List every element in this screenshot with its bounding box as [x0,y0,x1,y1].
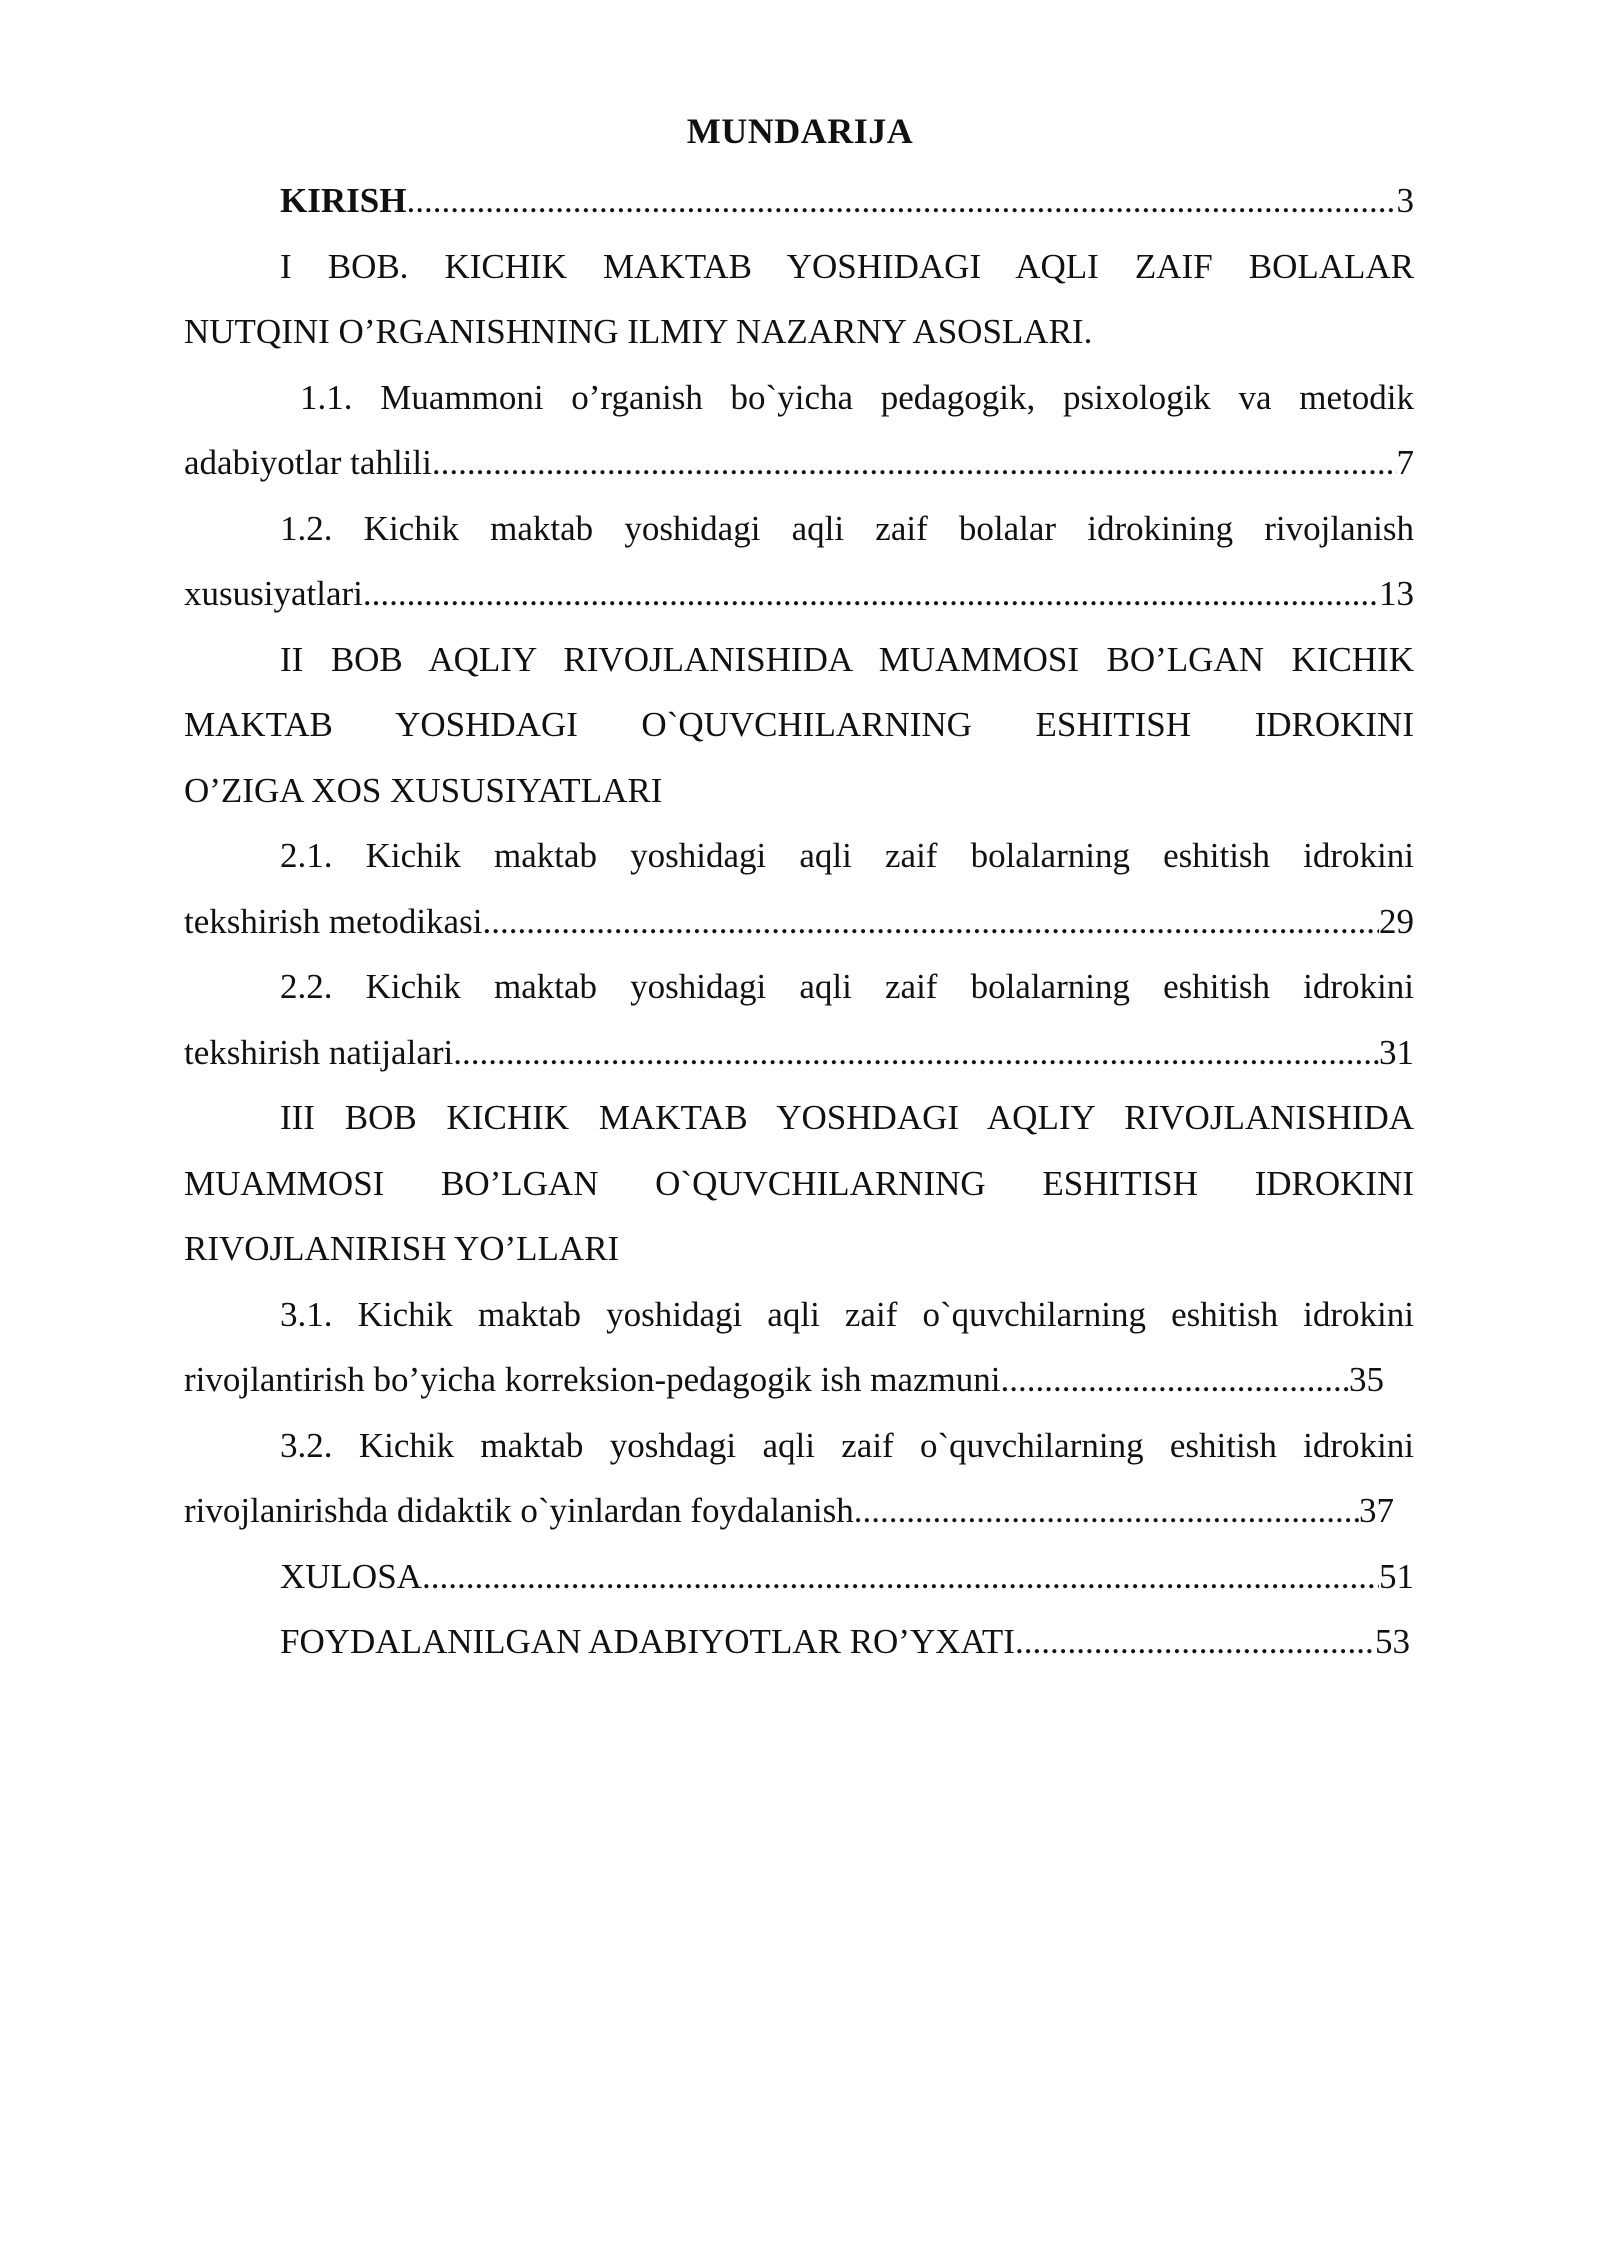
toc-leader-dots [422,1544,1379,1610]
toc-section-line: 1.1. Muammoni o’rganish bo`yicha pedagogik, psixologik va metodik [300,377,1414,417]
toc-chapter-line: MUAMMOSI BO’LGAN O`QUVCHILARNING ESHITISH IDROKINI [184,1163,1414,1203]
toc-leader-dots [453,1020,1379,1086]
table-of-contents [184,168,1414,1675]
toc-section-line: 2.1. Kichik maktab yoshidagi aqli zaif bolalarning eshitish idrokini [280,836,1414,875]
toc-section-line: xususiyatlari [184,574,363,613]
toc-page-number: 31 [1379,1032,1414,1072]
toc-leader-dots [432,430,1397,496]
toc-page-number: 51 [1379,1556,1414,1596]
toc-section-last-line [184,1478,1394,1544]
toc-chapter-line: RIVOJLANIRISH YO’LLARI [184,1229,620,1268]
toc-page-number: 53 [1375,1622,1410,1661]
toc-section-last-line [184,1347,1384,1413]
toc-chapter-line: I BOB. KICHIK MAKTAB YOSHIDAGI AQLI ZAIF BOLALAR [280,246,1414,286]
toc-entry-label: KIRISH [280,181,407,220]
toc-leader-dots [363,561,1379,627]
toc-leader-dots [406,168,1396,234]
toc-section-line: 3.1. Kichik maktab yoshidagi aqli zaif o`quvchilarning eshitish idrokini [280,1294,1414,1334]
toc-page-number: 7 [1396,443,1414,482]
toc-leader-dots [482,889,1379,955]
toc-section-line: rivojlanirishda didaktik o`yinlardan foydalanish. [184,1491,863,1530]
toc-chapter-3[interactable] [184,1085,1414,1282]
toc-section-last-line [184,430,1414,496]
toc-chapter-line: II BOB AQLIY RIVOJLANISHIDA MUAMMOSI BO’LGAN KICHIK [280,639,1414,679]
toc-chapter-1[interactable] [184,234,1414,365]
toc-section-line: tekshirish metodikasi [184,901,483,941]
toc-section-line: 1.2. Kichik maktab yoshidagi aqli zaif bolalar idrokining rivojlanish [280,508,1414,548]
toc-section-line: adabiyotlar tahlili [184,443,432,482]
toc-section-line: tekshirish natijalari [184,1032,454,1072]
toc-section-last-line [184,1020,1414,1086]
toc-chapter-line: O’ZIGA XOS XUSUSIYATLARI [184,770,663,810]
toc-page-number: 35 [1349,1360,1384,1399]
toc-leader-dots [1015,1609,1375,1675]
toc-section-1-1[interactable] [184,365,1414,496]
toc-entry-kirish[interactable] [184,168,1414,234]
toc-section-line: rivojlantirish bo’yicha korreksion-pedagogik ish mazmuni [184,1360,1001,1399]
toc-chapter-2[interactable] [184,627,1414,824]
toc-chapter-line: III BOB KICHIK MAKTAB YOSHDAGI AQLIY RIVOJLANISHIDA [280,1098,1414,1137]
toc-section-1-2[interactable] [184,496,1414,627]
toc-chapter-line: NUTQINI O’RGANISHNING ILMIY NAZARNY ASOSLARI. [184,312,1093,351]
toc-section-last-line [184,561,1414,627]
toc-page-number: 13 [1379,574,1414,613]
toc-section-3-1[interactable] [184,1282,1414,1413]
toc-entry-xulosa[interactable] [184,1544,1414,1610]
toc-page-number: 29 [1379,901,1414,941]
page-title: MUNDARIJA [686,111,914,151]
toc-page-number: 37 [1359,1491,1394,1530]
toc-entry-label: XULOSA [280,1556,422,1596]
toc-leader-dots [1000,1347,1349,1413]
toc-section-line: 3.2. Kichik maktab yoshdagi aqli zaif o`quvchilarning eshitish idrokini [280,1425,1414,1465]
toc-section-2-2[interactable] [184,954,1414,1085]
toc-section-3-2[interactable] [184,1413,1414,1544]
toc-entry-bibliography[interactable] [184,1609,1410,1675]
toc-section-last-line [184,889,1414,955]
toc-chapter-line: MAKTAB YOSHDAGI O`QUVCHILARNING ESHITISH IDROKINI [184,705,1414,744]
toc-section-2-1[interactable] [184,823,1414,954]
toc-section-line: 2.2. Kichik maktab yoshidagi aqli zaif bolalarning eshitish idrokini [280,967,1414,1006]
toc-entry-label: FOYDALANILGAN ADABIYOTLAR RO’YXATI [280,1622,1015,1661]
toc-leader-dots [862,1478,1359,1544]
toc-page-number: 3 [1396,181,1414,220]
